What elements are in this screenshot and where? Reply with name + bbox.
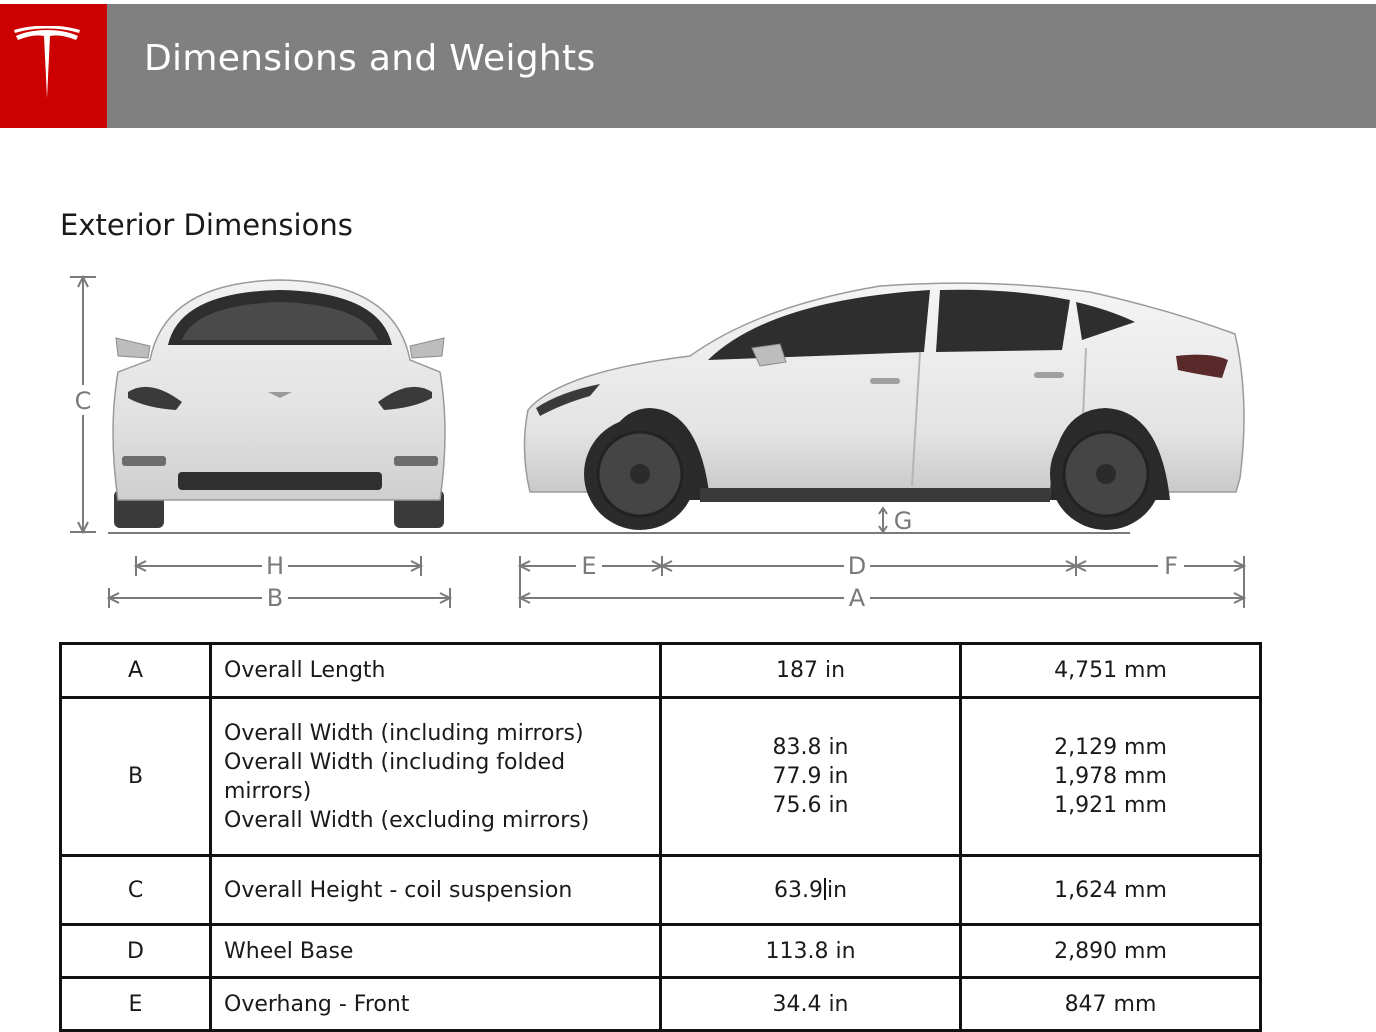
page-title: Dimensions and Weights — [144, 38, 596, 79]
row-inches: 83.8 in 77.9 in 75.6 in — [661, 698, 961, 856]
brand-logo-box — [0, 4, 107, 128]
dim-label-d: D — [847, 552, 867, 580]
dim-label-h: H — [265, 552, 285, 580]
row-key: C — [61, 856, 211, 925]
table-row — [61, 856, 1261, 925]
dim-label-b: B — [266, 584, 284, 612]
exterior-dimensions-table — [59, 642, 1262, 1032]
front-view-car — [113, 280, 445, 528]
row-key: D — [61, 925, 211, 978]
row-description: Overall Length — [211, 644, 661, 698]
table-row — [61, 698, 1261, 856]
row-millimeters: 2,890 mm — [961, 925, 1261, 978]
page-header — [0, 4, 1376, 128]
dim-label-e: E — [581, 552, 597, 580]
row-description: Wheel Base — [211, 925, 661, 978]
row-millimeters: 4,751 mm — [961, 644, 1261, 698]
dim-label-g: G — [893, 507, 913, 535]
row-key: B — [61, 698, 211, 856]
row-inches: 187 in — [661, 644, 961, 698]
vehicle-dimension-diagram — [0, 260, 1376, 620]
row-key: E — [61, 978, 211, 1031]
table-row — [61, 978, 1261, 1031]
dim-label-f: F — [1164, 552, 1178, 580]
table-row — [61, 644, 1261, 698]
text-cursor — [824, 878, 826, 900]
section-title: Exterior Dimensions — [60, 208, 353, 242]
row-inches: 63.9 in — [661, 856, 961, 925]
dim-label-c: C — [74, 387, 92, 415]
row-description: Overhang - Front — [211, 978, 661, 1031]
row-inches: 34.4 in — [661, 978, 961, 1031]
row-inches: 113.8 in — [661, 925, 961, 978]
table-row — [61, 925, 1261, 978]
side-view-car — [524, 283, 1244, 530]
row-millimeters: 847 mm — [961, 978, 1261, 1031]
row-millimeters: 2,129 mm 1,978 mm 1,921 mm — [961, 698, 1261, 856]
row-description: Overall Height - coil suspension — [211, 856, 661, 925]
tesla-logo-icon — [12, 26, 82, 100]
row-key: A — [61, 644, 211, 698]
row-description: Overall Width (including mirrors) Overall Width (including folded mirrors) Overall Width (excluding mirrors) — [211, 698, 661, 856]
dim-label-a: A — [848, 584, 866, 612]
row-millimeters: 1,624 mm — [961, 856, 1261, 925]
